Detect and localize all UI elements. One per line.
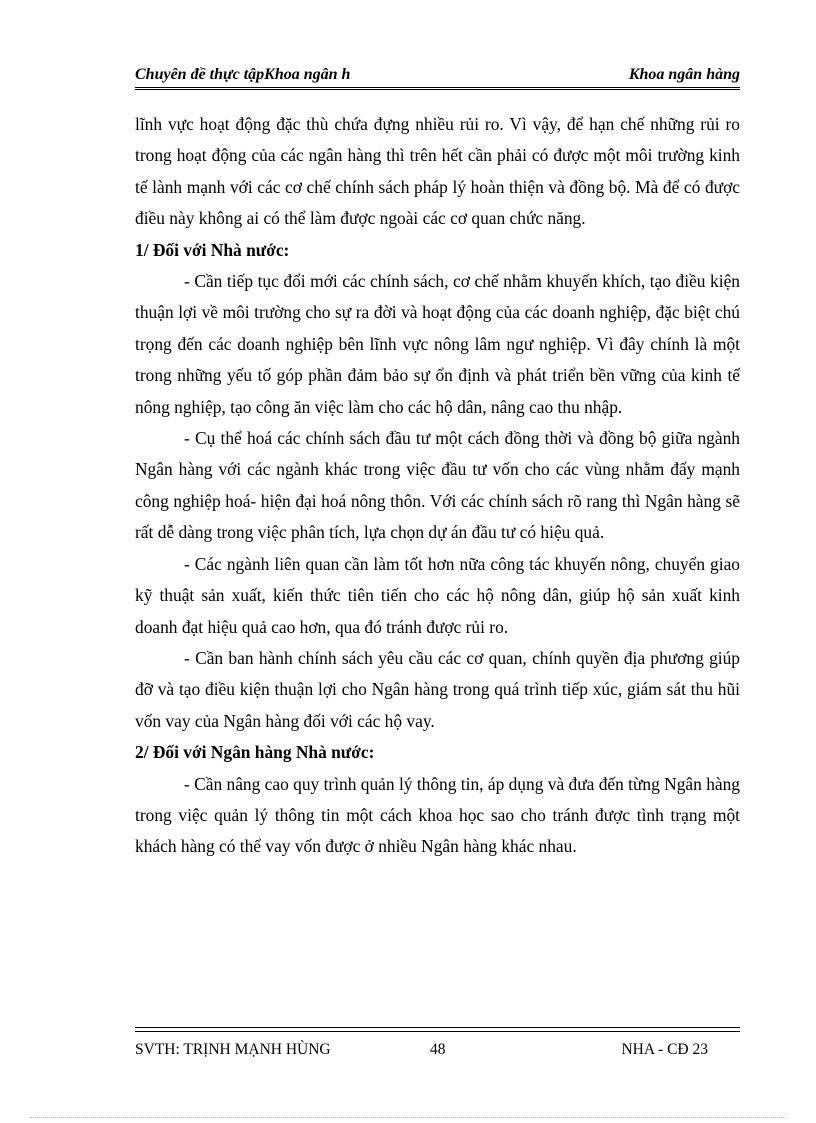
section-heading-state-bank: 2/ Đối với Ngân hàng Nhà nước: xyxy=(135,742,375,763)
page-footer xyxy=(135,1041,740,1063)
page-header xyxy=(135,64,740,86)
footer-class-code: NHA - CĐ 23 xyxy=(621,1041,708,1058)
paragraph-local-authorities: - Cần ban hành chính sách yêu cầu các cơ quan, chính quyền địa phương giúp đỡ và tạo điều kiện thuận lợi cho Ngân hàng trong quá trình tiếp xúc, giám sát thu hũi vốn vay của Ngân hàng đối với các hộ vay. xyxy=(135,647,740,731)
header-left-title: Chuyên đề thực tậpKhoa ngân h xyxy=(135,66,351,83)
paragraph-state-policy: - Cần tiếp tục đổi mới các chính sách, cơ chế nhằm khuyến khích, tạo điều kiện thuận lợi về môi trường cho sự ra đời và hoạt động của các doanh nghiệp, đặc biệt chú trọng đến các doanh nghiệp bên lĩnh vực nông lâm ngư nghiệp. Vì đây chính là một trong những yếu tố góp phần đảm bảo sự ổn định và phát triển bền vững của kinh tế nông nghiệp, tạo công ăn việc làm cho các hộ dân, nâng cao thu nhập. xyxy=(135,271,740,417)
paragraph-intro: lĩnh vực hoạt động đặc thù chứa đựng nhiều rủi ro. Vì vậy, để hạn chế những rủi ro trong hoạt động của các ngân hàng thì trên hết cần phải có được một môi trường kinh tế lành mạnh với các cơ chế chính sách pháp lý hoàn thiện và đồng bộ. Mà để có được điều này không ai có thể làm được ngoài các cơ quan chức năng. xyxy=(135,114,740,229)
footer-student-name: SVTH: TRỊNH MẠNH HÙNG xyxy=(135,1041,331,1058)
header-right-title: Khoa ngân hàng xyxy=(628,66,740,83)
paragraph-investment-policy: - Cụ thể hoá các chính sách đầu tư một cách đồng thời và đồng bộ giữa ngành Ngân hàng với các ngành khác trong việc đầu tư vốn cho các vùng nhằm đẩy mạnh công nghiệp hoá- hiện đại hoá nông thôn. Với các chính sách rõ rang thì Ngân hàng sẽ rất dễ dàng trong việc phân tích, lựa chọn dự án đầu tư có hiệu quả. xyxy=(135,428,740,543)
section-heading-state: 1/ Đối với Nhà nước: xyxy=(135,239,290,260)
paragraph-information-management: - Cần nâng cao quy trình quản lý thông tin, áp dụng và đưa đến từng Ngân hàng trong việc quản lý thông tin một cách khoa học sao cho tránh được tình trạng một khách hàng có thể vay vốn được ở nhiều Ngân hàng khác nhau. xyxy=(135,773,740,857)
page-body xyxy=(135,109,740,863)
footer-rule xyxy=(135,1027,740,1032)
page-edge-dotted-line xyxy=(30,1117,786,1118)
paragraph-agricultural-extension: - Các ngành liên quan cần làm tốt hơn nữa công tác khuyến nông, chuyển giao kỹ thuật sản xuất, kiến thức tiên tiến cho các hộ nông dân, giúp hộ sản xuất kinh doanh đạt hiệu quả cao hơn, qua đó tránh được rủi ro. xyxy=(135,553,740,637)
page-number: 48 xyxy=(430,1041,446,1058)
header-rule xyxy=(135,87,740,90)
